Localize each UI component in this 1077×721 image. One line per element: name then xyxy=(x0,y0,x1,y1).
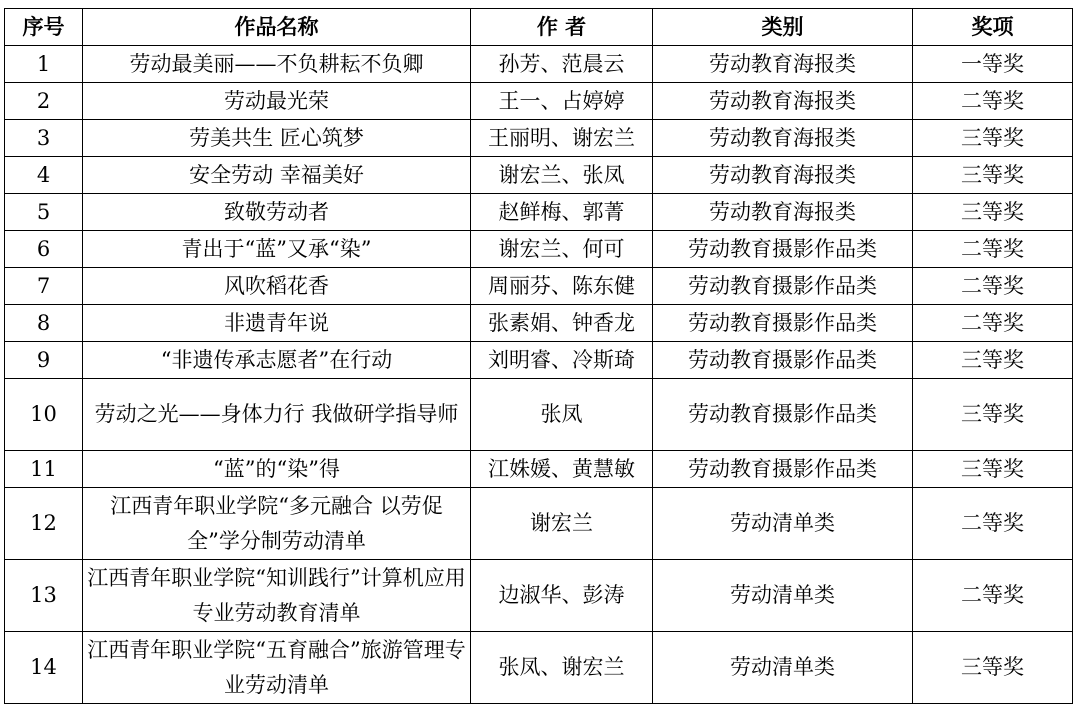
cell-author: 孙芳、范晨云 xyxy=(471,46,653,83)
cell-title: “蓝”的“染”得 xyxy=(83,451,471,488)
table-row xyxy=(5,342,1073,379)
cell-category: 劳动清单类 xyxy=(653,632,913,704)
cell-author: 赵鲜梅、郭菁 xyxy=(471,194,653,231)
cell-award: 一等奖 xyxy=(913,46,1073,83)
cell-no: 7 xyxy=(5,268,83,305)
cell-category: 劳动教育摄影作品类 xyxy=(653,305,913,342)
cell-category: 劳动教育摄影作品类 xyxy=(653,268,913,305)
cell-author: 边淑华、彭涛 xyxy=(471,560,653,632)
cell-title: 江西青年职业学院“多元融合 以劳促全”学分制劳动清单 xyxy=(83,488,471,560)
cell-author: 江姝媛、黄慧敏 xyxy=(471,451,653,488)
table-row xyxy=(5,83,1073,120)
cell-no: 6 xyxy=(5,231,83,268)
cell-title: 风吹稻花香 xyxy=(83,268,471,305)
table-row xyxy=(5,632,1073,704)
cell-title: 劳动之光——身体力行 我做研学指导师 xyxy=(83,379,471,451)
cell-author: 谢宏兰 xyxy=(471,488,653,560)
cell-award: 二等奖 xyxy=(913,488,1073,560)
cell-award: 三等奖 xyxy=(913,194,1073,231)
table-row xyxy=(5,120,1073,157)
cell-no: 11 xyxy=(5,451,83,488)
cell-no: 3 xyxy=(5,120,83,157)
cell-no: 4 xyxy=(5,157,83,194)
table-row xyxy=(5,194,1073,231)
cell-author: 张凤、谢宏兰 xyxy=(471,632,653,704)
cell-no: 12 xyxy=(5,488,83,560)
cell-title: 劳动最光荣 xyxy=(83,83,471,120)
cell-category: 劳动教育海报类 xyxy=(653,120,913,157)
cell-author: 王一、占婷婷 xyxy=(471,83,653,120)
cell-award: 二等奖 xyxy=(913,83,1073,120)
cell-award: 三等奖 xyxy=(913,451,1073,488)
cell-award: 三等奖 xyxy=(913,632,1073,704)
cell-category: 劳动教育海报类 xyxy=(653,194,913,231)
table-row xyxy=(5,379,1073,451)
cell-title: 江西青年职业学院“知训践行”计算机应用专业劳动教育清单 xyxy=(83,560,471,632)
cell-author: 谢宏兰、何可 xyxy=(471,231,653,268)
cell-category: 劳动教育海报类 xyxy=(653,46,913,83)
cell-award: 二等奖 xyxy=(913,231,1073,268)
header-author: 作 者 xyxy=(471,9,653,46)
cell-category: 劳动清单类 xyxy=(653,560,913,632)
cell-title: 安全劳动 幸福美好 xyxy=(83,157,471,194)
table-row xyxy=(5,451,1073,488)
cell-title: “非遗传承志愿者”在行动 xyxy=(83,342,471,379)
cell-author: 张凤 xyxy=(471,379,653,451)
table-row xyxy=(5,268,1073,305)
header-category: 类别 xyxy=(653,9,913,46)
cell-category: 劳动教育摄影作品类 xyxy=(653,342,913,379)
table-row xyxy=(5,305,1073,342)
cell-no: 14 xyxy=(5,632,83,704)
cell-no: 5 xyxy=(5,194,83,231)
cell-author: 王丽明、谢宏兰 xyxy=(471,120,653,157)
table-row xyxy=(5,231,1073,268)
cell-category: 劳动教育海报类 xyxy=(653,83,913,120)
cell-author: 刘明睿、冷斯琦 xyxy=(471,342,653,379)
cell-author: 周丽芬、陈东健 xyxy=(471,268,653,305)
cell-no: 13 xyxy=(5,560,83,632)
header-title: 作品名称 xyxy=(83,9,471,46)
cell-category: 劳动教育摄影作品类 xyxy=(653,451,913,488)
cell-title: 非遗青年说 xyxy=(83,305,471,342)
cell-author: 张素娟、钟香龙 xyxy=(471,305,653,342)
cell-no: 9 xyxy=(5,342,83,379)
cell-category: 劳动清单类 xyxy=(653,488,913,560)
cell-title: 致敬劳动者 xyxy=(83,194,471,231)
table-row xyxy=(5,46,1073,83)
cell-category: 劳动教育摄影作品类 xyxy=(653,379,913,451)
cell-no: 1 xyxy=(5,46,83,83)
header-no: 序号 xyxy=(5,9,83,46)
cell-no: 8 xyxy=(5,305,83,342)
cell-author: 谢宏兰、张凤 xyxy=(471,157,653,194)
cell-no: 2 xyxy=(5,83,83,120)
cell-award: 二等奖 xyxy=(913,560,1073,632)
table-row xyxy=(5,488,1073,560)
cell-award: 三等奖 xyxy=(913,120,1073,157)
cell-award: 三等奖 xyxy=(913,157,1073,194)
cell-title: 劳动最美丽——不负耕耘不负卿 xyxy=(83,46,471,83)
cell-category: 劳动教育海报类 xyxy=(653,157,913,194)
cell-award: 二等奖 xyxy=(913,305,1073,342)
cell-no: 10 xyxy=(5,379,83,451)
cell-award: 三等奖 xyxy=(913,342,1073,379)
header-row xyxy=(5,9,1073,46)
table-row xyxy=(5,157,1073,194)
cell-title: 劳美共生 匠心筑梦 xyxy=(83,120,471,157)
table-row xyxy=(5,560,1073,632)
cell-title: 青出于“蓝”又承“染” xyxy=(83,231,471,268)
cell-title: 江西青年职业学院“五育融合”旅游管理专业劳动清单 xyxy=(83,632,471,704)
awards-table xyxy=(4,8,1073,704)
header-award: 奖项 xyxy=(913,9,1073,46)
cell-category: 劳动教育摄影作品类 xyxy=(653,231,913,268)
cell-award: 三等奖 xyxy=(913,379,1073,451)
cell-award: 二等奖 xyxy=(913,268,1073,305)
